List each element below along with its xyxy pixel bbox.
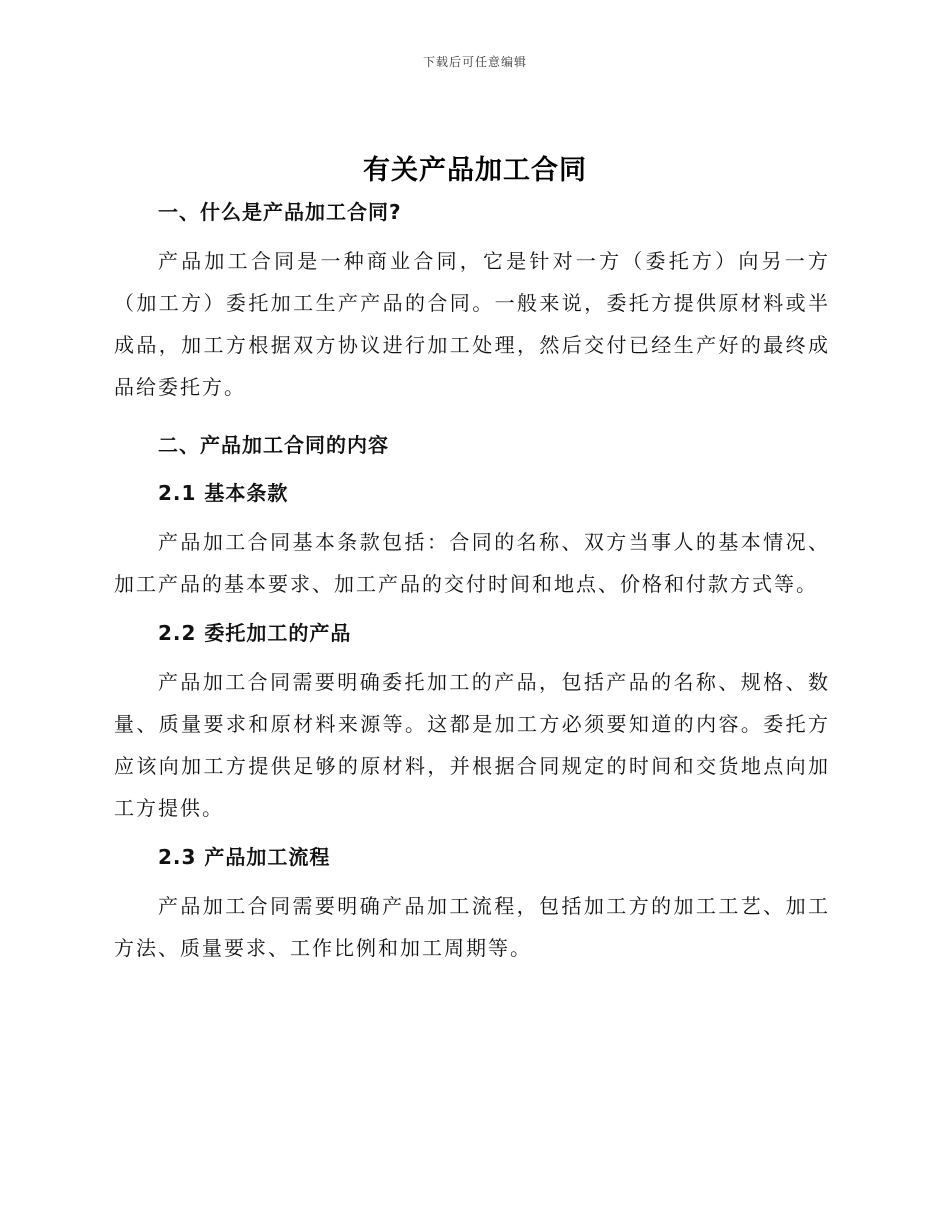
section-paragraph-1: 产品加工合同是一种商业合同，它是针对一方（委托方）向另一方（加工方）委托加工生产产品的合同。一般来说，委托方提供原材料或半成品，加工方根据双方协议进行加工处理，然后交付已经生产好的最终成品给委托方。: [114, 249, 830, 399]
section-heading-1: 一、什么是产品加工合同?: [158, 200, 402, 224]
header-note: 下载后可任意编辑: [422, 55, 527, 69]
subsection-paragraph-2-3: 产品加工合同需要明确产品加工流程，包括加工方的加工工艺、加工方法、质量要求、工作比例和加工周期等。: [114, 894, 830, 960]
document-title: 有关产品加工合同: [363, 155, 587, 186]
document-body: [114, 196, 830, 969]
subsection-heading-2-1: 2.1 基本条款: [158, 481, 289, 505]
subsection-paragraph-2-1: 产品加工合同基本条款包括：合同的名称、双方当事人的基本情况、加工产品的基本要求、加工产品的交付时间和地点、价格和付款方式等。: [114, 530, 830, 596]
subsection-heading-2-2: 2.2 委托加工的产品: [158, 621, 352, 645]
section-heading-2: 二、产品加工合同的内容: [158, 433, 389, 457]
subsection-heading-2-3: 2.3 产品加工流程: [158, 845, 331, 869]
subsection-paragraph-2-2: 产品加工合同需要明确委托加工的产品，包括产品的名称、规格、数量、质量要求和原材料来源等。这都是加工方必须要知道的内容。委托方应该向加工方提供足够的原材料，并根据合同规定的时间和交货地点向加工方提供。: [114, 670, 830, 820]
